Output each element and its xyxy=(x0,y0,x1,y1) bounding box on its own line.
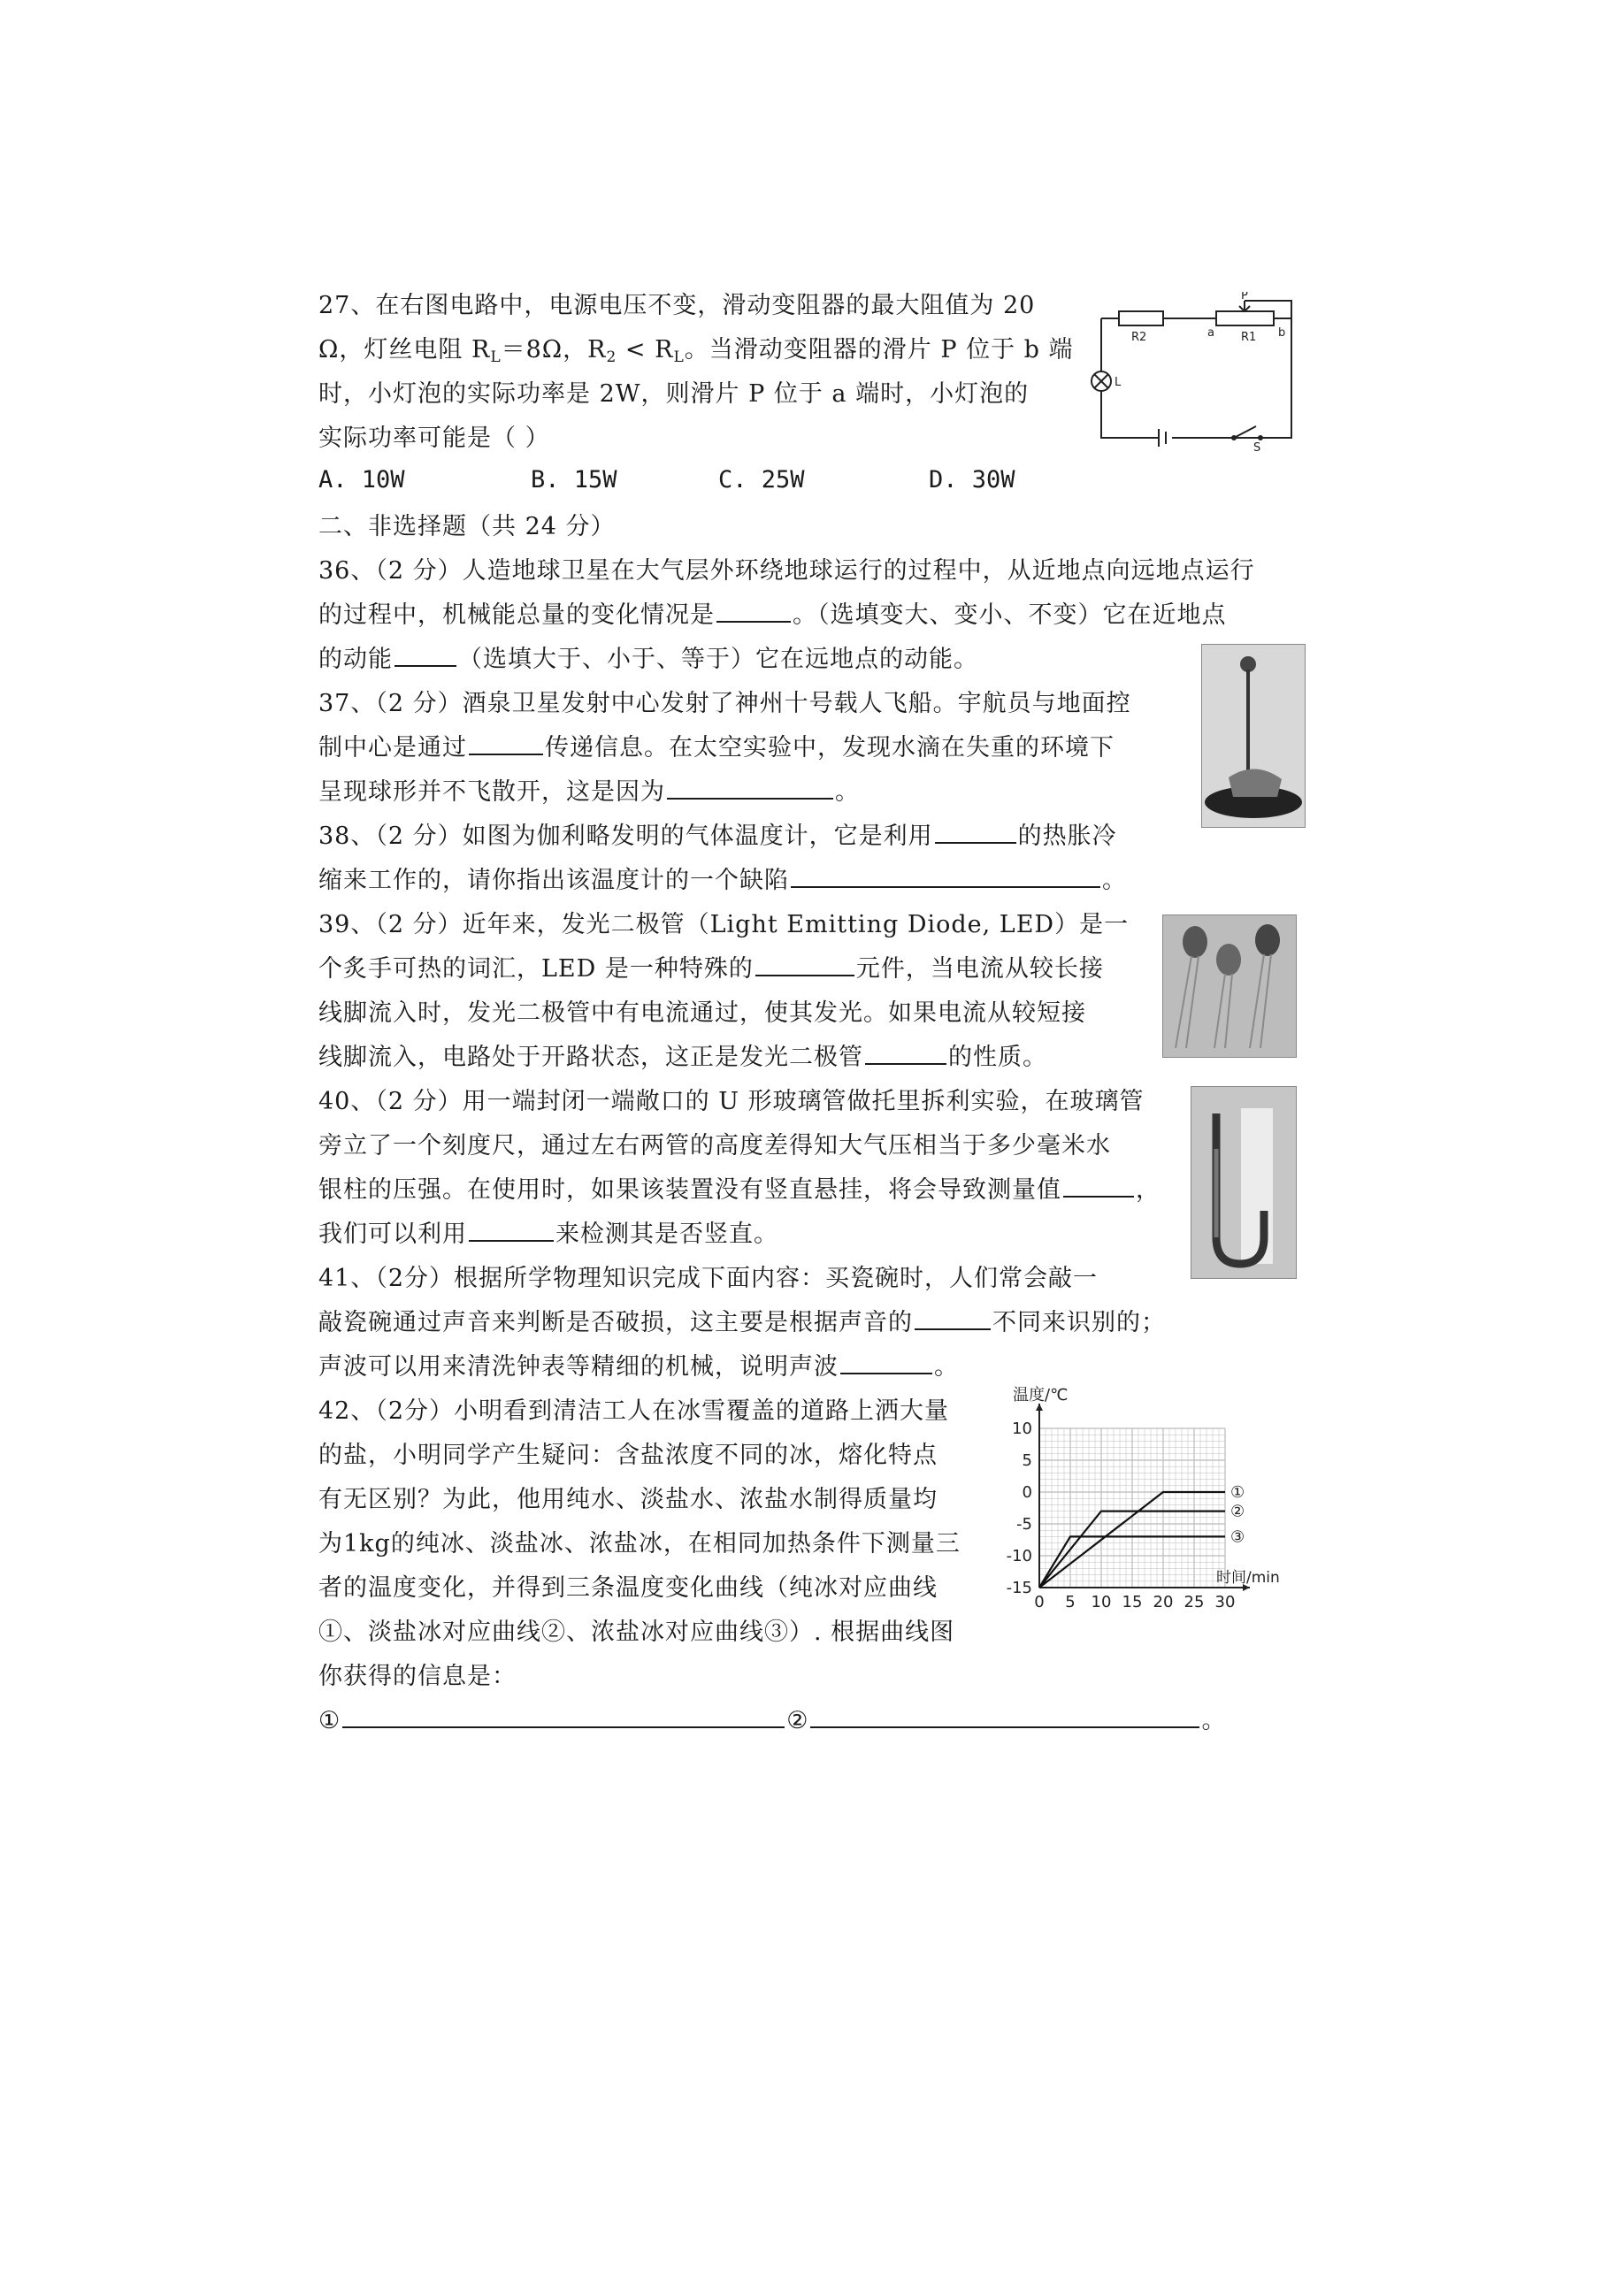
y-tick-label: 0 xyxy=(1022,1483,1032,1502)
q42-line6: ①、淡盐冰对应曲线②、浓盐冰对应曲线③）. 根据曲线图 xyxy=(318,1619,955,1646)
y-axis-arrow xyxy=(1036,1404,1043,1411)
q40-line2: 旁立了一个刻度尺，通过左右两管的高度差得知大气压相当于多少毫米水 xyxy=(318,1132,1111,1159)
q36-line1: 36、（2 分）人造地球卫星在大气层外环绕地球运行的过程中，从近地点向远地点运行 xyxy=(318,557,1255,585)
y-tick-label: 5 xyxy=(1022,1451,1032,1470)
q40-blank1[interactable] xyxy=(1063,1173,1134,1198)
series-label-3: ③ xyxy=(1230,1527,1245,1547)
x-tick-label: 10 xyxy=(1091,1593,1112,1611)
y-axis-label: 温度/℃ xyxy=(1013,1386,1069,1404)
q40-blank2[interactable] xyxy=(469,1217,554,1242)
x-tick-label: 5 xyxy=(1065,1593,1076,1611)
circuit-label-r1: R1 xyxy=(1241,331,1257,344)
temperature-chart-svg xyxy=(1000,1384,1318,1623)
q40-line4: 我们可以利用 来检测其是否竖直。 xyxy=(318,1217,778,1252)
q41-line3: 声波可以用来清洗钟表等精细的机械，说明声波 。 xyxy=(318,1350,959,1385)
q36-blank2[interactable] xyxy=(395,642,456,667)
q36-blank1[interactable] xyxy=(716,598,791,623)
q41-line1: 41、（2分）根据所学物理知识完成下面内容：买瓷碗时，人们常会敲一 xyxy=(318,1265,1099,1292)
q41-blank1[interactable] xyxy=(915,1305,991,1330)
led-photo xyxy=(1162,915,1297,1058)
q38-blank1[interactable] xyxy=(935,819,1016,844)
x-tick-label: 25 xyxy=(1184,1593,1205,1611)
series-label-1: ① xyxy=(1230,1483,1245,1502)
circuit-label-a: a xyxy=(1207,326,1214,340)
q41-blank2[interactable] xyxy=(840,1350,932,1374)
q39-line2: 个炙手可热的词汇，LED 是一种特殊的 元件，当电流从较长接 xyxy=(318,952,1104,987)
y-tick-label: -15 xyxy=(1006,1579,1032,1597)
circuit-diagram xyxy=(1075,292,1305,451)
circuit-label-s: S xyxy=(1253,441,1261,451)
q42-line1: 42、（2分）小明看到清洁工人在冰雪覆盖的道路上洒大量 xyxy=(318,1397,950,1425)
x-axis-label: 时间/min xyxy=(1216,1569,1280,1587)
q42-answer-line: ① ② 。 xyxy=(318,1703,1226,1739)
q27-option-b: B. 15W xyxy=(531,466,617,494)
q39-blank2[interactable] xyxy=(865,1040,946,1065)
x-tick-label: 15 xyxy=(1122,1593,1143,1611)
q40-line1: 40、（2 分）用一端封闭一端敞口的 U 形玻璃管做托里拆利实验，在玻璃管 xyxy=(318,1088,1145,1115)
q27-line3: 时，小灯泡的实际功率是 2W，则滑片 P 位于 a 端时，小灯泡的 xyxy=(318,380,1030,408)
circuit-label-b: b xyxy=(1278,326,1286,340)
x-tick-label: 30 xyxy=(1214,1593,1236,1611)
circuit-label-l: L xyxy=(1115,376,1122,389)
q39-blank1[interactable] xyxy=(755,952,854,976)
section-title: 二、非选择题（共 24 分） xyxy=(318,513,616,540)
q39-line3: 线脚流入时，发光二极管中有电流通过，使其发光。如果电流从较短接 xyxy=(318,999,1086,1027)
circuit-label-r2: R2 xyxy=(1131,331,1147,344)
q37-blank2[interactable] xyxy=(667,775,833,800)
thermometer-photo xyxy=(1201,644,1306,828)
x-tick-label: 0 xyxy=(1034,1593,1045,1611)
q37-line1: 37、（2 分）酒泉卫星发射中心发射了神州十号载人飞船。宇航员与地面控 xyxy=(318,690,1131,717)
series-label-2: ② xyxy=(1230,1502,1245,1521)
q36-line2: 的过程中，机械能总量的变化情况是 。（选填变大、变小、不变）它在近地点 xyxy=(318,598,1227,633)
q37-blank1[interactable] xyxy=(469,731,543,755)
temperature-chart xyxy=(1000,1384,1318,1623)
q38-blank2[interactable] xyxy=(791,863,1100,888)
q27-option-c: C. 25W xyxy=(718,466,805,494)
y-tick-label: -10 xyxy=(1006,1547,1032,1565)
q39-line4: 线脚流入，电路处于开路状态，这正是发光二极管 的性质。 xyxy=(318,1040,1047,1075)
x-tick-label: 20 xyxy=(1153,1593,1174,1611)
q42-line5: 者的温度变化，并得到三条温度变化曲线（纯冰对应曲线 xyxy=(318,1574,938,1602)
q42-line7: 你获得的信息是： xyxy=(318,1663,517,1690)
q36-line3: 的动能 （选填大于、小于、等于）它在远地点的动能。 xyxy=(318,642,978,677)
q41-line2: 敲瓷碗通过声音来判断是否破损，这主要是根据声音的 不同来识别的； xyxy=(318,1305,1166,1341)
q27-line2: Ω，灯丝电阻 $R_L=8\Omega$，$R_2 < R_L$。当滑动变阻器的滑片 P 位于 b 端 xyxy=(318,336,1074,366)
q38-line2: 缩来工作的，请你指出该温度计的一个缺陷 。 xyxy=(318,863,1127,899)
q42-line3: 有无区别？为此，他用纯水、淡盐水、浓盐水制得质量均 xyxy=(318,1486,938,1513)
q27-line1: 27、在右图电路中，电源电压不变，滑动变阻器的最大阻值为 20 xyxy=(318,292,1036,319)
y-tick-label: 10 xyxy=(1012,1420,1032,1438)
u-tube-photo xyxy=(1191,1086,1297,1279)
q37-line2: 制中心是通过 传递信息。在太空实验中，发现水滴在失重的环境下 xyxy=(318,731,1115,766)
q37-line3: 呈现球形并不飞散开，这是因为 。 xyxy=(318,775,860,810)
q27-line4: 实际功率可能是（ ） xyxy=(318,425,550,452)
q27-option-a: A. 10W xyxy=(318,466,405,494)
q39-line1: 39、（2 分）近年来，发光二极管（Light Emitting Diode, LED）是一 xyxy=(318,911,1130,938)
circuit-label-p: P xyxy=(1241,292,1248,302)
q38-line1: 38、（2 分）如图为伽利略发明的气体温度计，它是利用 的热胀冷 xyxy=(318,819,1117,854)
q42-blank1[interactable] xyxy=(342,1703,785,1728)
q42-line2: 的盐，小明同学产生疑问：含盐浓度不同的冰，熔化特点 xyxy=(318,1442,938,1469)
y-tick-label: -5 xyxy=(1016,1515,1032,1534)
q40-line3: 银柱的压强。在使用时，如果该装置没有竖直悬挂，将会导致测量值 ， xyxy=(318,1173,1161,1208)
q42-blank2[interactable] xyxy=(810,1703,1199,1728)
q27-option-d: D. 30W xyxy=(929,466,1015,494)
q42-line4: 为1kg的纯冰、淡盐冰、浓盐冰，在相同加热条件下测量三 xyxy=(318,1530,961,1557)
